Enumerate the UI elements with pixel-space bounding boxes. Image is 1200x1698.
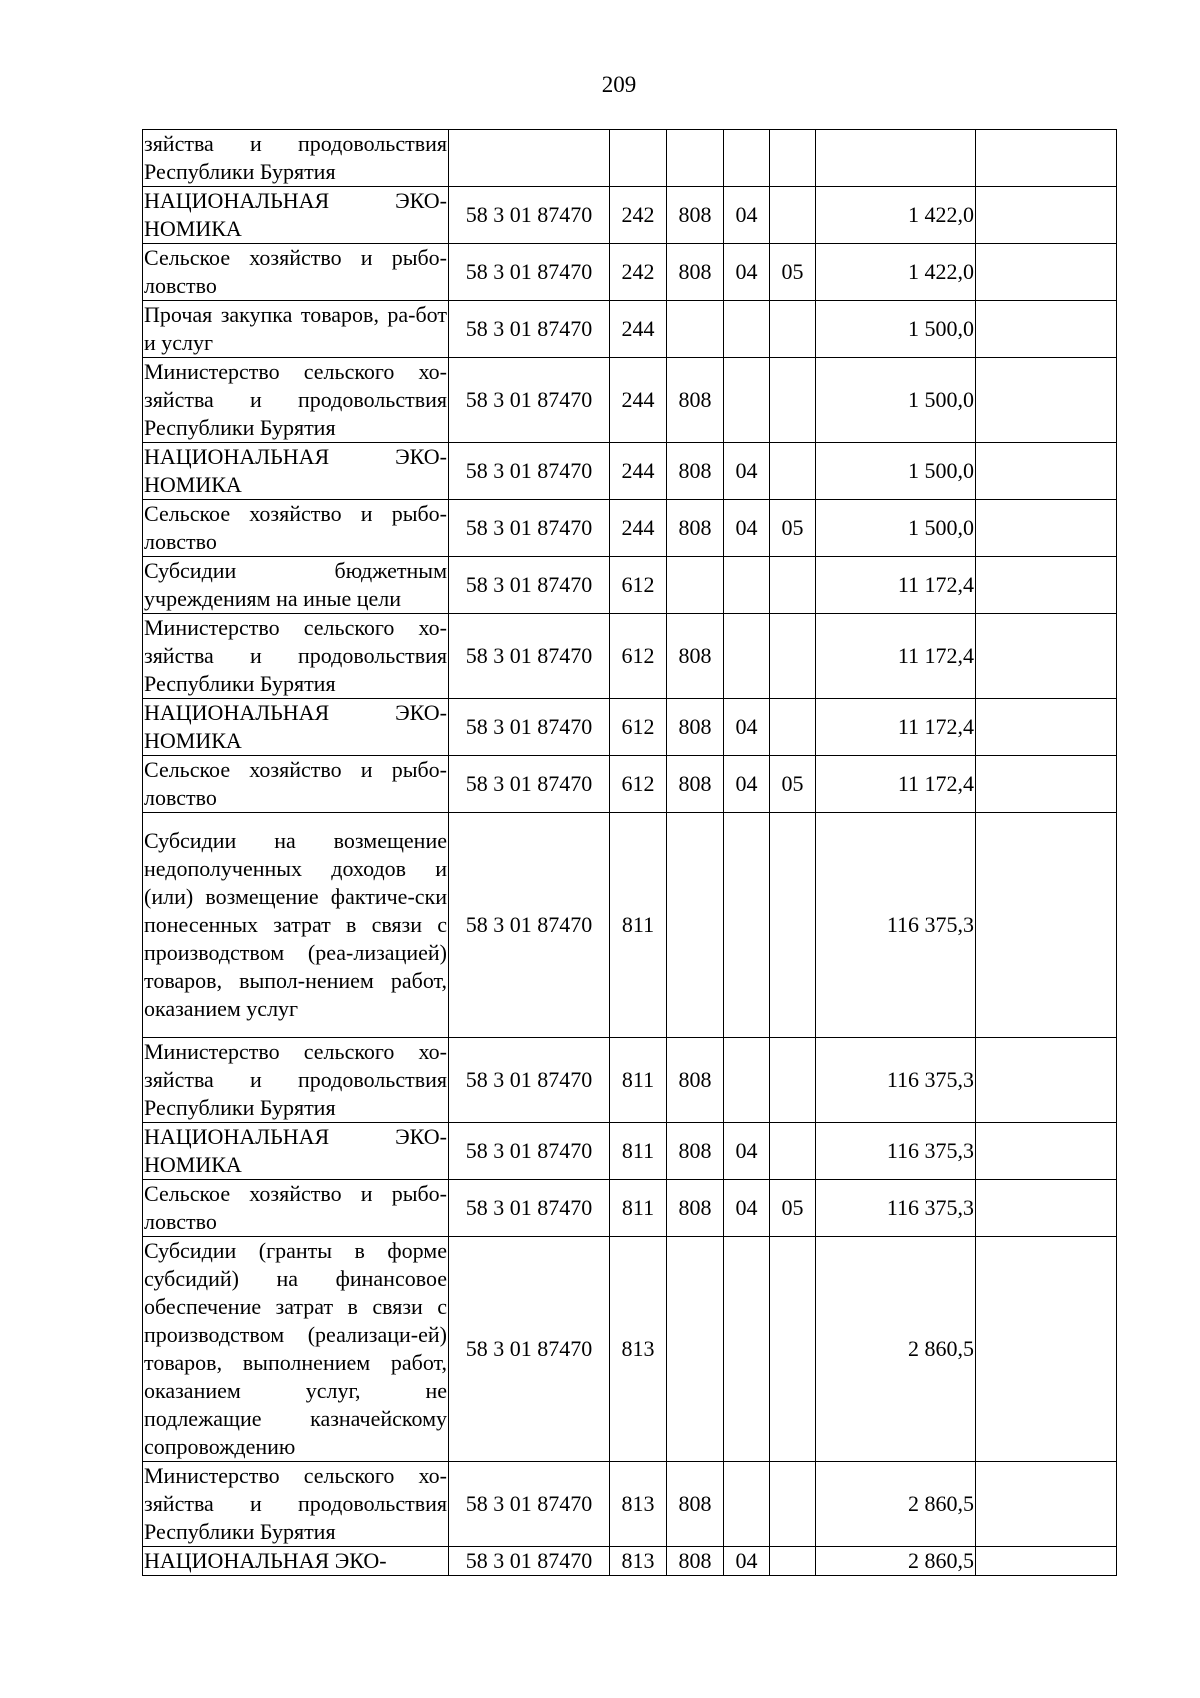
table-row bbox=[143, 1462, 1117, 1547]
subsection-code-cell bbox=[770, 1462, 816, 1547]
expense-type-cell: 612 bbox=[610, 614, 667, 699]
row-name-cell: Субсидии бюджетным учреждениям на иные цели bbox=[143, 557, 449, 614]
subsection-code-cell bbox=[770, 1038, 816, 1123]
empty-cell bbox=[976, 1547, 1117, 1576]
subsection-code-cell bbox=[770, 443, 816, 500]
row-name-cell: НАЦИОНАЛЬНАЯ ЭКО-НОМИКА bbox=[143, 443, 449, 500]
subsection-code-cell bbox=[770, 1123, 816, 1180]
expense-type-cell: 244 bbox=[610, 500, 667, 557]
section-code-cell: 04 bbox=[724, 244, 770, 301]
department-code-cell: 808 bbox=[667, 244, 724, 301]
section-code-cell bbox=[724, 1038, 770, 1123]
row-name-cell: Министерство сельского хо-зяйства и продовольствия Республики Бурятия bbox=[143, 1038, 449, 1123]
expense-type-cell: 811 bbox=[610, 813, 667, 1038]
section-code-cell: 04 bbox=[724, 1123, 770, 1180]
table-row bbox=[143, 756, 1117, 813]
section-code-cell: 04 bbox=[724, 443, 770, 500]
target-article-cell bbox=[449, 130, 610, 187]
row-name-cell: зяйства и продовольствия Республики Бурятия bbox=[143, 130, 449, 187]
subsection-code-cell bbox=[770, 699, 816, 756]
amount-cell: 2 860,5 bbox=[816, 1237, 976, 1462]
section-code-cell: 04 bbox=[724, 699, 770, 756]
expense-type-cell: 813 bbox=[610, 1547, 667, 1576]
row-name-cell: Сельское хозяйство и рыбо-ловство bbox=[143, 244, 449, 301]
department-code-cell: 808 bbox=[667, 1547, 724, 1576]
section-code-cell bbox=[724, 813, 770, 1038]
table-row bbox=[143, 699, 1117, 756]
expense-type-cell: 811 bbox=[610, 1180, 667, 1237]
target-article-cell: 58 3 01 87470 bbox=[449, 557, 610, 614]
empty-cell bbox=[976, 699, 1117, 756]
department-code-cell: 808 bbox=[667, 358, 724, 443]
expense-type-cell: 811 bbox=[610, 1038, 667, 1123]
row-name-cell: НАЦИОНАЛЬНАЯ ЭКО-НОМИКА bbox=[143, 699, 449, 756]
amount-cell: 1 500,0 bbox=[816, 358, 976, 443]
subsection-code-cell bbox=[770, 187, 816, 244]
row-name-cell: Министерство сельского хо-зяйства и продовольствия Республики Бурятия bbox=[143, 1462, 449, 1547]
department-code-cell: 808 bbox=[667, 1038, 724, 1123]
department-code-cell: 808 bbox=[667, 187, 724, 244]
expense-type-cell: 612 bbox=[610, 756, 667, 813]
section-code-cell bbox=[724, 614, 770, 699]
subsection-code-cell bbox=[770, 130, 816, 187]
target-article-cell: 58 3 01 87470 bbox=[449, 1462, 610, 1547]
row-name-cell: НАЦИОНАЛЬНАЯ ЭКО-НОМИКА bbox=[143, 1123, 449, 1180]
table-row bbox=[143, 1547, 1117, 1576]
department-code-cell: 808 bbox=[667, 1462, 724, 1547]
section-code-cell: 04 bbox=[724, 500, 770, 557]
amount-cell: 116 375,3 bbox=[816, 1038, 976, 1123]
subsection-code-cell bbox=[770, 557, 816, 614]
target-article-cell: 58 3 01 87470 bbox=[449, 1123, 610, 1180]
row-name-cell: Прочая закупка товаров, ра-бот и услуг bbox=[143, 301, 449, 358]
expense-type-cell bbox=[610, 130, 667, 187]
department-code-cell: 808 bbox=[667, 443, 724, 500]
empty-cell bbox=[976, 244, 1117, 301]
expense-type-cell: 242 bbox=[610, 244, 667, 301]
row-name-cell: Министерство сельского хо-зяйства и продовольствия Республики Бурятия bbox=[143, 614, 449, 699]
budget-table bbox=[142, 129, 1117, 1576]
target-article-cell: 58 3 01 87470 bbox=[449, 1547, 610, 1576]
empty-cell bbox=[976, 500, 1117, 557]
subsection-code-cell: 05 bbox=[770, 244, 816, 301]
expense-type-cell: 244 bbox=[610, 301, 667, 358]
table-row bbox=[143, 244, 1117, 301]
subsection-code-cell bbox=[770, 1547, 816, 1576]
row-name-cell: Субсидии (гранты в форме субсидий) на финансовое обеспечение затрат в связи с производством (реализаци-ей) товаров, выполнением работ, оказанием услуг, не подлежащие казначейскому сопровождению bbox=[143, 1237, 449, 1462]
amount-cell: 11 172,4 bbox=[816, 756, 976, 813]
amount-cell: 1 500,0 bbox=[816, 500, 976, 557]
target-article-cell: 58 3 01 87470 bbox=[449, 443, 610, 500]
empty-cell bbox=[976, 1123, 1117, 1180]
expense-type-cell: 244 bbox=[610, 358, 667, 443]
empty-cell bbox=[976, 557, 1117, 614]
section-code-cell: 04 bbox=[724, 187, 770, 244]
table-row bbox=[143, 301, 1117, 358]
section-code-cell bbox=[724, 130, 770, 187]
row-name-cell: Сельское хозяйство и рыбо-ловство bbox=[143, 1180, 449, 1237]
table-row bbox=[143, 187, 1117, 244]
amount-cell: 2 860,5 bbox=[816, 1462, 976, 1547]
empty-cell bbox=[976, 358, 1117, 443]
table-row bbox=[143, 500, 1117, 557]
target-article-cell: 58 3 01 87470 bbox=[449, 614, 610, 699]
department-code-cell: 808 bbox=[667, 1123, 724, 1180]
empty-cell bbox=[976, 187, 1117, 244]
target-article-cell: 58 3 01 87470 bbox=[449, 187, 610, 244]
subsection-code-cell bbox=[770, 358, 816, 443]
table-row bbox=[143, 443, 1117, 500]
subsection-code-cell: 05 bbox=[770, 500, 816, 557]
expense-type-cell: 813 bbox=[610, 1462, 667, 1547]
expense-type-cell: 242 bbox=[610, 187, 667, 244]
department-code-cell bbox=[667, 130, 724, 187]
department-code-cell: 808 bbox=[667, 1180, 724, 1237]
amount-cell: 2 860,5 bbox=[816, 1547, 976, 1576]
section-code-cell bbox=[724, 1237, 770, 1462]
department-code-cell bbox=[667, 813, 724, 1038]
department-code-cell: 808 bbox=[667, 699, 724, 756]
expense-type-cell: 244 bbox=[610, 443, 667, 500]
section-code-cell bbox=[724, 1462, 770, 1547]
department-code-cell bbox=[667, 557, 724, 614]
section-code-cell: 04 bbox=[724, 756, 770, 813]
empty-cell bbox=[976, 1180, 1117, 1237]
amount-cell: 116 375,3 bbox=[816, 813, 976, 1038]
target-article-cell: 58 3 01 87470 bbox=[449, 358, 610, 443]
target-article-cell: 58 3 01 87470 bbox=[449, 1237, 610, 1462]
expense-type-cell: 612 bbox=[610, 557, 667, 614]
empty-cell bbox=[976, 1462, 1117, 1547]
amount-cell: 11 172,4 bbox=[816, 699, 976, 756]
table-row bbox=[143, 1237, 1117, 1462]
amount-cell: 1 500,0 bbox=[816, 301, 976, 358]
department-code-cell bbox=[667, 301, 724, 358]
target-article-cell: 58 3 01 87470 bbox=[449, 244, 610, 301]
amount-cell: 1 422,0 bbox=[816, 244, 976, 301]
target-article-cell: 58 3 01 87470 bbox=[449, 699, 610, 756]
table-row bbox=[143, 358, 1117, 443]
subsection-code-cell bbox=[770, 301, 816, 358]
table-row bbox=[143, 1180, 1117, 1237]
target-article-cell: 58 3 01 87470 bbox=[449, 1180, 610, 1237]
table-row bbox=[143, 614, 1117, 699]
page-number: 209 bbox=[601, 72, 637, 97]
subsection-code-cell: 05 bbox=[770, 1180, 816, 1237]
section-code-cell bbox=[724, 301, 770, 358]
table-row bbox=[143, 813, 1117, 1038]
section-code-cell: 04 bbox=[724, 1180, 770, 1237]
department-code-cell bbox=[667, 1237, 724, 1462]
empty-cell bbox=[976, 130, 1117, 187]
empty-cell bbox=[976, 614, 1117, 699]
amount-cell: 11 172,4 bbox=[816, 557, 976, 614]
expense-type-cell: 813 bbox=[610, 1237, 667, 1462]
row-name-cell: НАЦИОНАЛЬНАЯ ЭКО- bbox=[143, 1547, 449, 1576]
amount-cell bbox=[816, 130, 976, 187]
table-body bbox=[143, 130, 1117, 1576]
subsection-code-cell bbox=[770, 813, 816, 1038]
row-name-cell: Субсидии на возмещение недополученных доходов и (или) возмещение фактиче-ски понесенных затрат в связи с производством (реа-лизацией) товаров, выпол-нением работ, оказанием услуг bbox=[143, 813, 449, 1038]
table-row bbox=[143, 1038, 1117, 1123]
amount-cell: 11 172,4 bbox=[816, 614, 976, 699]
subsection-code-cell: 05 bbox=[770, 756, 816, 813]
table-row bbox=[143, 130, 1117, 187]
empty-cell bbox=[976, 1038, 1117, 1123]
empty-cell bbox=[976, 813, 1117, 1038]
empty-cell bbox=[976, 1237, 1117, 1462]
target-article-cell: 58 3 01 87470 bbox=[449, 301, 610, 358]
department-code-cell: 808 bbox=[667, 500, 724, 557]
amount-cell: 116 375,3 bbox=[816, 1123, 976, 1180]
subsection-code-cell bbox=[770, 1237, 816, 1462]
section-code-cell bbox=[724, 358, 770, 443]
expense-type-cell: 612 bbox=[610, 699, 667, 756]
amount-cell: 1 500,0 bbox=[816, 443, 976, 500]
empty-cell bbox=[976, 756, 1117, 813]
row-name-cell: Сельское хозяйство и рыбо-ловство bbox=[143, 756, 449, 813]
table-row bbox=[143, 557, 1117, 614]
section-code-cell bbox=[724, 557, 770, 614]
subsection-code-cell bbox=[770, 614, 816, 699]
row-name-cell: Сельское хозяйство и рыбо-ловство bbox=[143, 500, 449, 557]
table-row bbox=[143, 1123, 1117, 1180]
target-article-cell: 58 3 01 87470 bbox=[449, 500, 610, 557]
amount-cell: 1 422,0 bbox=[816, 187, 976, 244]
department-code-cell: 808 bbox=[667, 756, 724, 813]
expense-type-cell: 811 bbox=[610, 1123, 667, 1180]
row-name-cell: НАЦИОНАЛЬНАЯ ЭКО-НОМИКА bbox=[143, 187, 449, 244]
target-article-cell: 58 3 01 87470 bbox=[449, 756, 610, 813]
section-code-cell: 04 bbox=[724, 1547, 770, 1576]
target-article-cell: 58 3 01 87470 bbox=[449, 813, 610, 1038]
target-article-cell: 58 3 01 87470 bbox=[449, 1038, 610, 1123]
row-name-cell: Министерство сельского хо-зяйства и продовольствия Республики Бурятия bbox=[143, 358, 449, 443]
empty-cell bbox=[976, 301, 1117, 358]
amount-cell: 116 375,3 bbox=[816, 1180, 976, 1237]
department-code-cell: 808 bbox=[667, 614, 724, 699]
empty-cell bbox=[976, 443, 1117, 500]
